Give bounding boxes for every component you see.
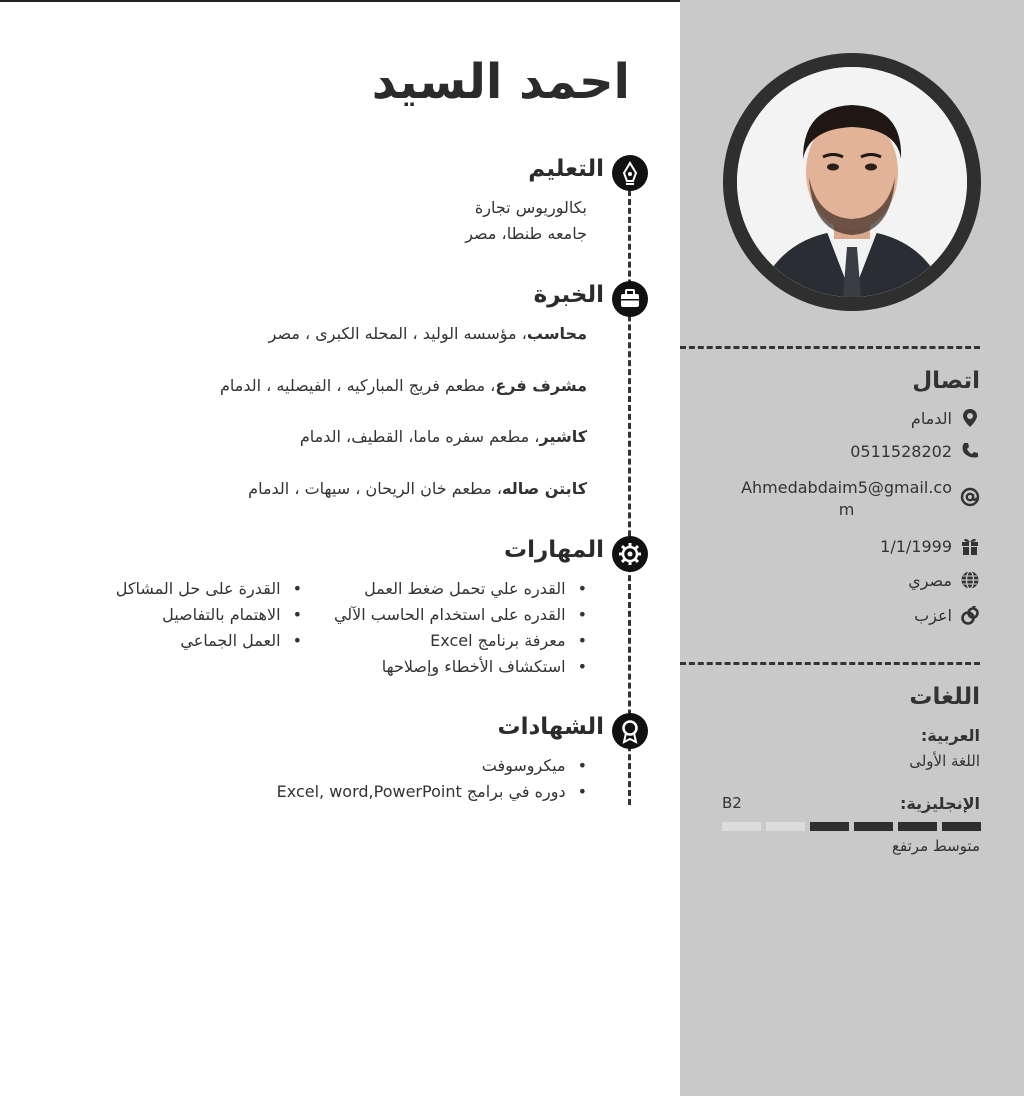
birthdate-text: 1/1/1999 [880, 537, 952, 556]
profile-photo-frame [723, 53, 981, 311]
experience-role: كاشير [539, 427, 587, 446]
award-ribbon-icon [612, 713, 648, 749]
location-pin-icon [960, 408, 980, 428]
certificate-item: • دوره في برامج Excel, word,PowerPoint [277, 782, 587, 801]
briefcase-icon [612, 281, 648, 317]
english-code: B2 [722, 794, 742, 812]
experience-item [248, 479, 587, 498]
experience-role: محاسب [526, 324, 587, 343]
experience-role: كابتن صاله [502, 479, 587, 498]
certificates-title: الشهادات [497, 714, 604, 740]
page-title: احمد السيد [371, 54, 630, 110]
gift-icon [960, 536, 980, 556]
certificate-item: • ميكروسوفت [482, 756, 587, 775]
skill-item: • القدرة على حل المشاكل [116, 579, 302, 598]
arabic-label: العربية: [920, 726, 980, 745]
level-bar-segment [942, 822, 981, 831]
experience-item [220, 376, 587, 395]
contact-location [911, 408, 980, 430]
sidebar-divider [680, 346, 980, 349]
level-bar-segment [898, 822, 937, 831]
sidebar-divider-2 [680, 662, 980, 665]
phone-icon [960, 441, 980, 461]
phone-text: 0511528202 [850, 442, 952, 461]
english-level: متوسط مرتفع [892, 837, 980, 855]
experience-details: ، مطعم فريج المباركيه ، الفيصليه ، الدمام [220, 376, 496, 395]
level-bar-segment [854, 822, 893, 831]
level-bar-segment [722, 822, 761, 831]
experience-details: ، مؤسسه الوليد ، المحله الكبرى ، مصر [268, 324, 527, 343]
languages-title: اللغات [909, 684, 980, 710]
contact-marital-status [914, 605, 980, 627]
education-degree: بكالوريوس تجارة [474, 198, 587, 217]
at-sign-icon [960, 487, 980, 507]
skill-item: • العمل الجماعي [180, 631, 302, 650]
experience-item [300, 427, 587, 446]
rings-icon [960, 605, 980, 625]
profile-photo [737, 67, 967, 297]
experience-title: الخبرة [533, 282, 604, 308]
education-university: جامعه طنطا، مصر [465, 224, 587, 243]
location-text: الدمام [910, 409, 952, 428]
nationality-text: مصري [908, 571, 952, 590]
contact-nationality [908, 570, 980, 592]
experience-details: ، مطعم خان الريحان ، سيهات ، الدمام [248, 479, 502, 498]
level-bar-segment [766, 822, 805, 831]
skill-item: • معرفة برنامج Excel [430, 631, 587, 650]
email-line-1: Ahmedabdaim5@gmail.co [741, 478, 952, 497]
skill-item: • الاهتمام بالتفاصيل [162, 605, 302, 624]
experience-role: مشرف فرع [495, 376, 587, 395]
gear-icon [612, 536, 648, 572]
skill-item: • استكشاف الأخطاء وإصلاحها [382, 657, 587, 676]
pen-nib-icon [612, 155, 648, 191]
contact-phone [850, 441, 980, 463]
skill-item: • القدره على استخدام الحاسب الآلي [334, 605, 587, 624]
contact-email [741, 477, 980, 521]
contact-birthdate [880, 536, 980, 558]
education-title: التعليم [528, 156, 604, 182]
skills-title: المهارات [504, 537, 604, 563]
email-text [741, 477, 952, 521]
level-bar-segment [810, 822, 849, 831]
english-label: الإنجليزية: [899, 794, 980, 813]
experience-details: ، مطعم سفره ماما، القطيف، الدمام [299, 427, 540, 446]
arabic-level: اللغة الأولى [909, 752, 980, 770]
skill-item: • القدره علي تحمل ضغط العمل [364, 579, 587, 598]
globe-icon [960, 570, 980, 590]
email-line-2: m [838, 500, 855, 519]
marital-status-text: اعزب [914, 606, 952, 625]
contact-title: اتصال [912, 368, 980, 394]
experience-item [269, 324, 587, 343]
